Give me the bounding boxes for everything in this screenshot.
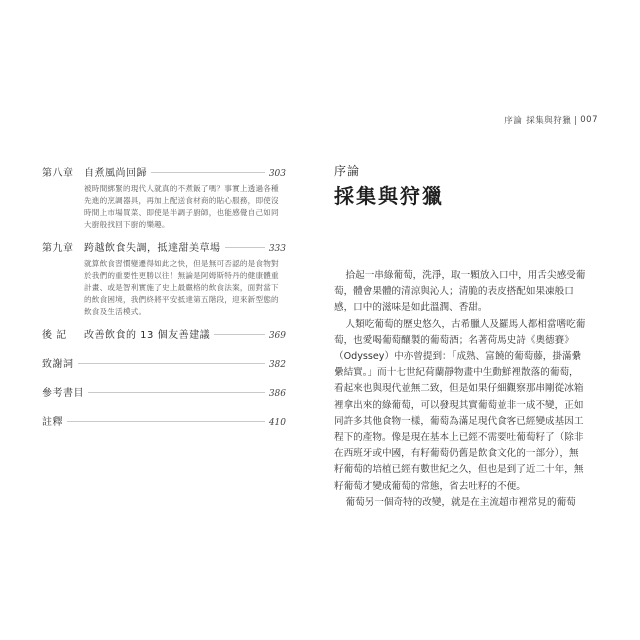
- chapter-body: [334, 268, 586, 511]
- table-of-contents: [42, 164, 286, 436]
- toc-section-title: 參考書目: [42, 388, 84, 399]
- body-paragraph: 人類吃葡萄的歷史悠久，古希臘人及羅馬人都相當嗜吃葡萄，也愛喝葡萄釀製的葡萄酒；名著荷馬史詩《奧德賽》（Odyssey）中亦曾提到：「成熟、富饒的葡萄藤，掛滿纍纍結實。」而十七世紀荷蘭靜物畫中生動鮮裡散落的葡萄，看起來也與現代並無二致，但是如果仔細觀察那串剛從冰箱裡拿出來的綠葡萄，可以發現其實葡萄並非一成不變，正如同許多其他食物一樣，葡萄為滿足現代食客已經變成基因工程下的產物。像是現在基本上已經不需要吐葡萄籽了（除非在西班牙或中國，有籽葡萄仍舊是飲食文化的一部分），無籽葡萄的培植已經有數世紀之久，但也是到了近二十年，無籽葡萄才變成葡萄的常態，省去吐籽的不便。: [334, 318, 586, 492]
- toc-page-number: 410: [268, 418, 286, 428]
- toc-page-number: 386: [268, 389, 286, 399]
- body-paragraph: 葡萄另一個奇特的改變，就是在主流超市裡常見的葡萄: [345, 496, 576, 508]
- body-paragraph: 拾起一串綠葡萄，洗淨，取一顆放入口中，用舌尖感受葡萄，體會果體的清涼與沁人；清脆的表皮搭配如果凍般口感，口中的滋味是如此溫潤、香甜。: [334, 270, 586, 314]
- toc-page-number: 303: [268, 169, 286, 179]
- toc-page-number: 333: [268, 244, 286, 254]
- running-header-divider: [575, 116, 576, 125]
- toc-entry-references[interactable]: [42, 384, 286, 399]
- toc-page-number: 382: [268, 360, 286, 370]
- toc-chapter-title: 跨越飲食失調，抵達甜美草場: [84, 243, 221, 254]
- toc-leader-line: [88, 392, 265, 393]
- toc-chapter-label: 第八章: [42, 168, 74, 179]
- toc-section-title: 註釋: [42, 417, 63, 428]
- toc-entry-chapter-9[interactable]: [42, 239, 286, 318]
- left-page: [28, 98, 320, 540]
- toc-entry-acknowledgements[interactable]: [42, 355, 286, 370]
- toc-leader-line: [67, 421, 265, 422]
- running-header-section: 序論: [504, 116, 523, 126]
- toc-leader-line: [225, 247, 265, 248]
- toc-chapter-description: 被時間綁緊的現代人就真的不煮飯了嗎？事實上透過各種先進的烹調器具，再加上配送食材商的貼心服務，即使沒時間上市場買菜、即使是半調子廚師，也能感覺自己如同大廚般找回下廚的樂趣。: [84, 184, 279, 229]
- toc-chapter-label: 後 記: [42, 330, 67, 341]
- toc-page-number: 369: [268, 331, 286, 341]
- toc-entry-chapter-8[interactable]: [42, 164, 286, 231]
- running-header: [504, 114, 598, 126]
- toc-leader-line: [214, 334, 265, 335]
- toc-section-title: 致謝詞: [42, 359, 74, 370]
- chapter-kicker: 序論: [334, 164, 361, 178]
- toc-leader-line: [151, 172, 265, 173]
- book-spread: [28, 98, 612, 540]
- running-header-title: 採集與狩獵: [526, 116, 572, 126]
- toc-chapter-description: 就算飲食習慣變遷得如此之快，但是無可否認的是食物對於我們的重要性更勝以往！無論是阿姆斯特丹的健康體重計畫、或是智利實施了史上最嚴格的飲食法案，面對當下的飲食困境，我們終將平安抵達第五階段，迎來新型態的飲食及生活模式。: [84, 259, 279, 316]
- toc-chapter-title: 自煮風尚回歸: [84, 168, 147, 179]
- toc-chapter-label: 第九章: [42, 243, 74, 254]
- chapter-title: 採集與狩獵: [334, 184, 444, 208]
- toc-entry-epilogue[interactable]: [42, 326, 286, 341]
- toc-chapter-title: 改善飲食的 13 個友善建議: [84, 330, 211, 341]
- toc-leader-line: [78, 363, 265, 364]
- running-header-page-number: 007: [580, 115, 598, 125]
- right-page: [320, 98, 612, 540]
- toc-entry-notes[interactable]: [42, 413, 286, 428]
